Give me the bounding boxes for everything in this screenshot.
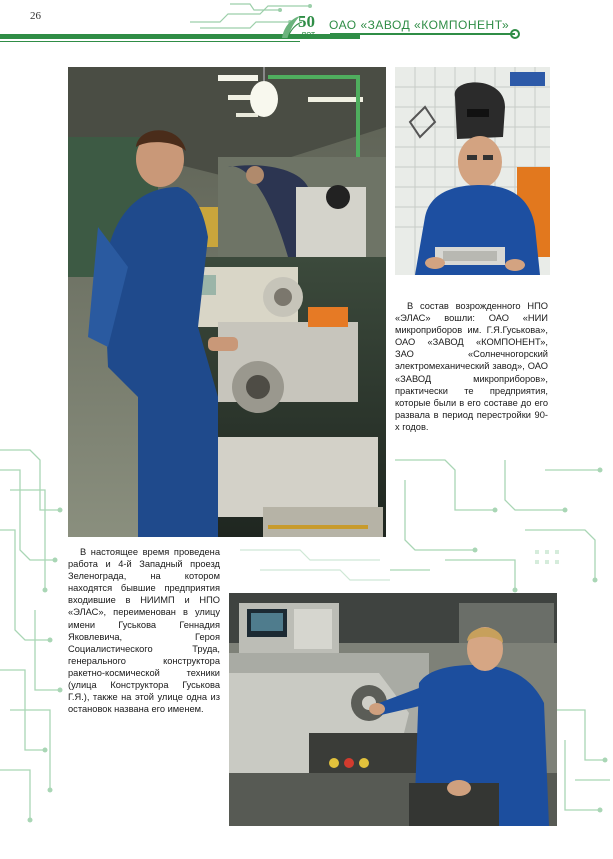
photo-worker-with-welding-mask <box>395 67 550 275</box>
circuit-board-decoration-bottom-right <box>555 700 610 840</box>
circuit-board-decoration-left <box>0 430 70 830</box>
anniversary-number: 50 <box>298 12 315 31</box>
circuit-trace-decoration-middle <box>240 540 390 590</box>
photo-worker-at-cnc-machine <box>229 593 557 826</box>
anniversary-word: лет <box>301 29 316 39</box>
page-number: 26 <box>30 10 41 22</box>
company-name: ОАО «ЗАВОД «КОМПОНЕНТ» <box>329 18 510 32</box>
paragraph-text: В состав возрожденного НПО «ЭЛАС» вошли: ОАО «НИИ микроприборов им. Г.Я.Гуськова», ОАО «ЗАВОД «КОМПОНЕНТ», ЗАО «Солнечногорский электромеханический завод», ОАО «ЗАВОД микроприборов», практически те предприятия, которые были в его составе до его развала в период перестройки 90-х годов. <box>395 301 548 432</box>
paragraph-street-renaming <box>68 546 220 715</box>
header-end-rule <box>330 33 515 35</box>
photo-worker-at-lathe <box>68 67 386 537</box>
circuit-board-decoration-right <box>385 450 610 595</box>
paragraph-text: В настоящее время проведена работа и 4-й Западный проезд Зеленограда, на котором находятся бывшие предприятия входившие в НИИМП и НПО «ЭЛАС», переименован в улицу имени Гуськова Геннадия Яковлевича, Героя Социалистического Труда, генерального конструктора ракетно-космической техники (улица Конструктора Гуськова Г.Я.), также на этой улице одна из остановок названа его именем. <box>68 547 220 715</box>
header-rule-thin <box>0 41 300 42</box>
circuit-node-icon <box>508 28 522 40</box>
paragraph-enterprises-composition <box>395 300 548 433</box>
